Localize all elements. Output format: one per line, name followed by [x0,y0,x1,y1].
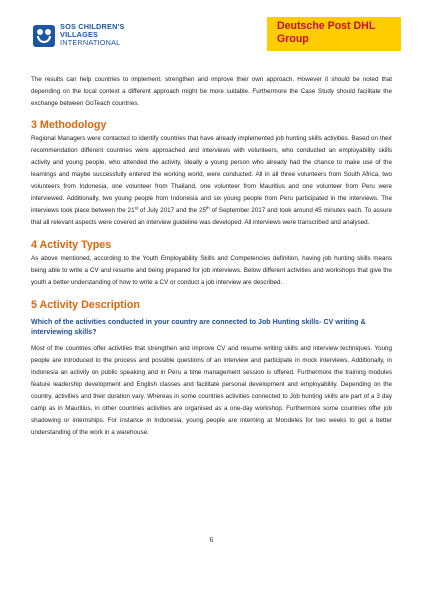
deutsche-post-dhl-logo [267,17,401,51]
methodology-paragraph [31,133,392,229]
superscript-st: st [134,205,138,211]
dhl-logo-line-2: Group [277,32,309,45]
intro-paragraph: The results can help countries to implement, strengthen and improve their own approach. However it should be noted that depending on the local context a different approach might be more suitable. Furthermore the Case Study should facilitate the exchange between GoTeach countries. [31,76,392,107]
page-header [0,0,423,56]
page-body [31,74,392,439]
superscript-th: th [206,205,210,211]
sos-logo-line-2: VILLAGES [60,30,99,40]
methodology-text-2: of July 2017 and the 25 [137,207,207,214]
activity-description-paragraph: Most of the countries offer activities that strengthen and improve CV and resume writing skills and interview techniques. Young people are introduced to the process and possible questions of an interview and participate in mock interviews. Additionally, in Indonesia an activity on public speaking and in Peru a time management session is offered. Furthermore the training modules feature leadership development and English classes and facilitate personal development and employability. Depending on the country, activities and their duration vary. Whereas in some countries activities connected to Job hunting skills are part of a 3 day camp as in Mauritius, in other countries activities are organised as a one-day workshop. Furthermore some countries offer job shadowing or internships. For instance in Indonesia, young people are interning at Mondeles for two weeks to get a better understanding of the work in a warehouse. [31,345,392,436]
methodology-text-1: Regional Managers were contacted to identify countries that have already implemented job hunting skills activities. Based on their recommendation different countries were approached and interviews with volunteers, who conducted an employability skills activity and young people, who attended the activity, ideally a young person who already had the chance to make use of the learnings and maybe successfully entered the working world, were conducted. All in all three volunteers from South Africa, two volunteers from Indonesia, one volunteer from Thailand, one volunteer from Mauritius and one volunteer from Peru were interviewed. Additionally, two young people from Indonesia and six young people from Peru participated in the interviews. The interviews took place between the 21 [31,135,392,214]
methodology-heading: 3 Methodology [31,119,107,131]
sos-logo-text [60,23,125,48]
activity-types-paragraph: As above mentioned, according to the Youth Employability Skills and Competencies definition, having job hunting skills means being able to write a CV and resume and being prepared for job interviews. Below different activities and workshops that give the youth a better understanding of how to write a CV or conduct a job interview are described. [31,255,392,286]
sos-childrens-villages-logo [33,23,125,53]
sos-logo-icon [33,25,55,47]
activity-description-heading: 5 Activity Description [31,299,140,311]
sos-logo-line-3: INTERNATIONAL [60,38,121,48]
sos-logo-line-1: SOS CHILDREN'S [60,22,125,31]
page-number: 6 [209,535,214,544]
activity-question-subheading: Which of the activities conducted in your country are connected to Job Hunting skills- CV writing & interviewing skills? [31,318,366,336]
dhl-logo-line-1: Deutsche Post DHL [277,20,376,32]
activity-types-heading: 4 Activity Types [31,239,112,251]
methodology-text-3: of September 2017 and took around 45 minutes each. To assure that all relevant aspects were covered an interview guideline was developed. All interviews were transcribed and analysed. [31,207,392,226]
